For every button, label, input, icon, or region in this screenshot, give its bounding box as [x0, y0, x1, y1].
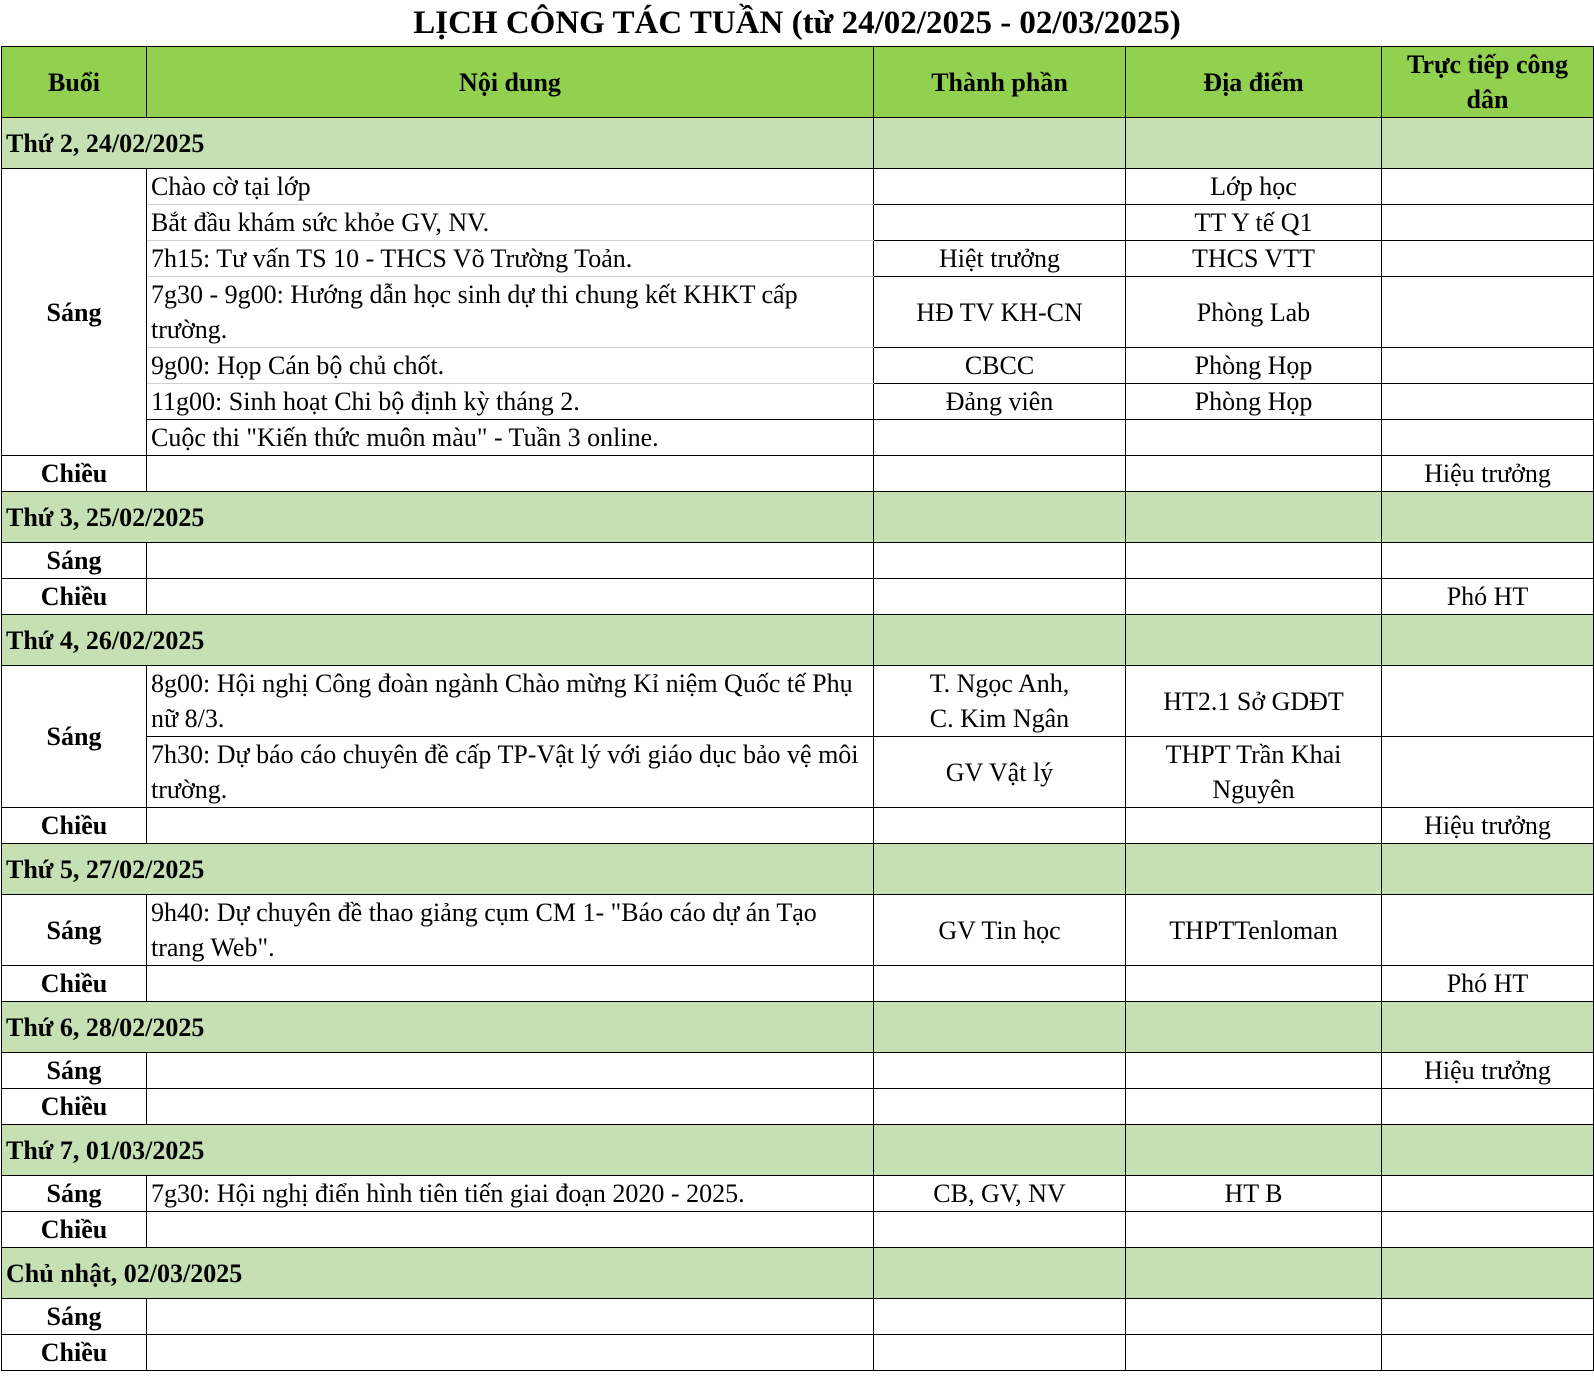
participants-line: C. Kim Ngân [929, 704, 1070, 733]
day-row-fri [2, 1002, 1594, 1053]
participants-cell: GV Vật lý [874, 737, 1126, 808]
table-row [2, 543, 1594, 579]
weekly-schedule-table [1, 46, 1594, 1371]
table-row [2, 1299, 1594, 1335]
duty-cell [1382, 1176, 1594, 1212]
duty-cell [1382, 737, 1594, 808]
location-cell: THPTTenloman [1126, 895, 1382, 966]
table-row [2, 277, 1594, 348]
location-cell: Phòng Họp [1126, 384, 1382, 420]
participants-cell: CB, GV, NV [874, 1176, 1126, 1212]
content-cell [147, 808, 874, 844]
content-cell: Bắt đầu khám sức khỏe GV, NV. [147, 205, 874, 241]
session-label: Chiều [2, 1089, 147, 1125]
table-row [2, 169, 1594, 205]
session-label: Chiều [2, 456, 147, 492]
participants-cell [874, 420, 1126, 456]
day-row-thu [2, 844, 1594, 895]
day-row-wed [2, 615, 1594, 666]
participants-cell: Đảng viên [874, 384, 1126, 420]
participants-cell [874, 169, 1126, 205]
header-location: Địa điểm [1126, 47, 1382, 118]
duty-cell [1382, 420, 1594, 456]
session-label: Sáng [2, 169, 147, 456]
duty-cell: Phó HT [1382, 579, 1594, 615]
table-row [2, 808, 1594, 844]
duty-cell [1382, 169, 1594, 205]
table-row [2, 1335, 1594, 1371]
content-cell [147, 1089, 874, 1125]
participants-cell: GV Tin học [874, 895, 1126, 966]
duty-cell [1382, 543, 1594, 579]
day-label: Thứ 5, 27/02/2025 [2, 844, 874, 895]
duty-cell [1382, 1335, 1594, 1371]
session-label: Sáng [2, 1176, 147, 1212]
location-cell [1126, 1089, 1382, 1125]
duty-cell: Hiệu trưởng [1382, 808, 1594, 844]
location-cell [1126, 808, 1382, 844]
session-label: Sáng [2, 666, 147, 808]
duty-cell: Phó HT [1382, 966, 1594, 1002]
location-cell [1126, 456, 1382, 492]
day-row-sat [2, 1125, 1594, 1176]
day-row-mon [2, 118, 1594, 169]
location-cell [1126, 1299, 1382, 1335]
day-label: Thứ 4, 26/02/2025 [2, 615, 874, 666]
content-cell: 9g00: Họp Cán bộ chủ chốt. [147, 348, 874, 384]
table-row [2, 579, 1594, 615]
participants-cell [874, 1212, 1126, 1248]
session-label: Sáng [2, 1299, 147, 1335]
content-cell: Cuộc thi "Kiến thức muôn màu" - Tuần 3 online. [147, 420, 874, 456]
participants-cell [874, 966, 1126, 1002]
participants-cell [874, 456, 1126, 492]
participants-cell [874, 808, 1126, 844]
session-label: Chiều [2, 579, 147, 615]
day-label: Thứ 7, 01/03/2025 [2, 1125, 874, 1176]
location-cell: Lớp học [1126, 169, 1382, 205]
content-cell [147, 1299, 874, 1335]
duty-cell: Hiệu trưởng [1382, 456, 1594, 492]
day-label: Thứ 3, 25/02/2025 [2, 492, 874, 543]
duty-cell [1382, 277, 1594, 348]
table-row [2, 205, 1594, 241]
table-row [2, 348, 1594, 384]
duty-cell [1382, 205, 1594, 241]
duty-cell [1382, 348, 1594, 384]
location-cell: Phòng Lab [1126, 277, 1382, 348]
content-cell [147, 1335, 874, 1371]
header-duty: Trực tiếp công dân [1382, 47, 1594, 118]
participants-cell [874, 1053, 1126, 1089]
table-row [2, 420, 1594, 456]
participants-cell [874, 579, 1126, 615]
table-row [2, 241, 1594, 277]
participants-cell: CBCC [874, 348, 1126, 384]
location-cell [1126, 1212, 1382, 1248]
table-row [2, 384, 1594, 420]
content-cell: 8g00: Hội nghị Công đoàn ngành Chào mừng Kỉ niệm Quốc tế Phụ nữ 8/3. [147, 666, 874, 737]
day-row-sun [2, 1248, 1594, 1299]
duty-cell [1382, 241, 1594, 277]
duty-cell [1382, 1089, 1594, 1125]
location-cell [1126, 1335, 1382, 1371]
content-cell [147, 579, 874, 615]
content-cell: 7h30: Dự báo cáo chuyên đề cấp TP-Vật lý với giáo dục bảo vệ môi trường. [147, 737, 874, 808]
session-label: Chiều [2, 1212, 147, 1248]
duty-cell [1382, 895, 1594, 966]
duty-cell [1382, 1212, 1594, 1248]
content-cell: 9h40: Dự chuyên đề thao giảng cụm CM 1- "Báo cáo dự án Tạo trang Web". [147, 895, 874, 966]
content-cell: 7g30: Hội nghị điển hình tiên tiến giai đoạn 2020 - 2025. [147, 1176, 874, 1212]
content-cell [147, 456, 874, 492]
content-cell [147, 543, 874, 579]
day-label: Thứ 6, 28/02/2025 [2, 1002, 874, 1053]
participants-cell [874, 543, 1126, 579]
location-cell [1126, 1053, 1382, 1089]
participants-cell [874, 666, 1126, 737]
location-cell: TT Y tế Q1 [1126, 205, 1382, 241]
session-label: Sáng [2, 543, 147, 579]
location-cell: HT B [1126, 1176, 1382, 1212]
session-label: Sáng [2, 895, 147, 966]
participants-cell: HĐ TV KH-CN [874, 277, 1126, 348]
table-row [2, 1176, 1594, 1212]
participants-line: T. Ngọc Anh, [929, 669, 1070, 698]
table-row [2, 895, 1594, 966]
content-cell: 7h15: Tư vấn TS 10 - THCS Võ Trường Toản. [147, 241, 874, 277]
day-row-tue [2, 492, 1594, 543]
participants-cell: Hiệt trưởng [874, 241, 1126, 277]
table-row [2, 666, 1594, 737]
location-cell [1126, 966, 1382, 1002]
session-label: Chiều [2, 1335, 147, 1371]
header-participants: Thành phần [874, 47, 1126, 118]
duty-cell [1382, 1299, 1594, 1335]
participants-cell [874, 1335, 1126, 1371]
participants-cell [874, 1089, 1126, 1125]
location-cell: THPT Trần Khai Nguyên [1126, 737, 1382, 808]
session-label: Sáng [2, 1053, 147, 1089]
content-cell: 11g00: Sinh hoạt Chi bộ định kỳ tháng 2. [147, 384, 874, 420]
content-cell [147, 966, 874, 1002]
duty-cell [1382, 384, 1594, 420]
location-cell: Phòng Họp [1126, 348, 1382, 384]
table-row [2, 1212, 1594, 1248]
page-title: LỊCH CÔNG TÁC TUẦN (từ 24/02/2025 - 02/03/2025) [413, 5, 1181, 41]
participants-cell [874, 205, 1126, 241]
location-cell [1126, 543, 1382, 579]
location-cell [1126, 420, 1382, 456]
location-cell: HT2.1 Sở GDĐT [1126, 666, 1382, 737]
header-content: Nội dung [147, 47, 874, 118]
session-label: Chiều [2, 966, 147, 1002]
content-cell [147, 1053, 874, 1089]
session-label: Chiều [2, 808, 147, 844]
header-row [2, 47, 1594, 118]
table-row [2, 966, 1594, 1002]
table-row [2, 737, 1594, 808]
day-label: Thứ 2, 24/02/2025 [2, 118, 874, 169]
content-cell: 7g30 - 9g00: Hướng dẫn học sinh dự thi chung kết KHKT cấp trường. [147, 277, 874, 348]
location-cell: THCS VTT [1126, 241, 1382, 277]
duty-cell [1382, 666, 1594, 737]
participants-cell [874, 1299, 1126, 1335]
table-row [2, 1053, 1594, 1089]
header-session: Buổi [2, 47, 147, 118]
table-row [2, 456, 1594, 492]
table-row [2, 1089, 1594, 1125]
day-label: Chủ nhật, 02/03/2025 [2, 1248, 874, 1299]
duty-cell: Hiệu trưởng [1382, 1053, 1594, 1089]
location-cell [1126, 579, 1382, 615]
content-cell: Chào cờ tại lớp [147, 169, 874, 205]
content-cell [147, 1212, 874, 1248]
